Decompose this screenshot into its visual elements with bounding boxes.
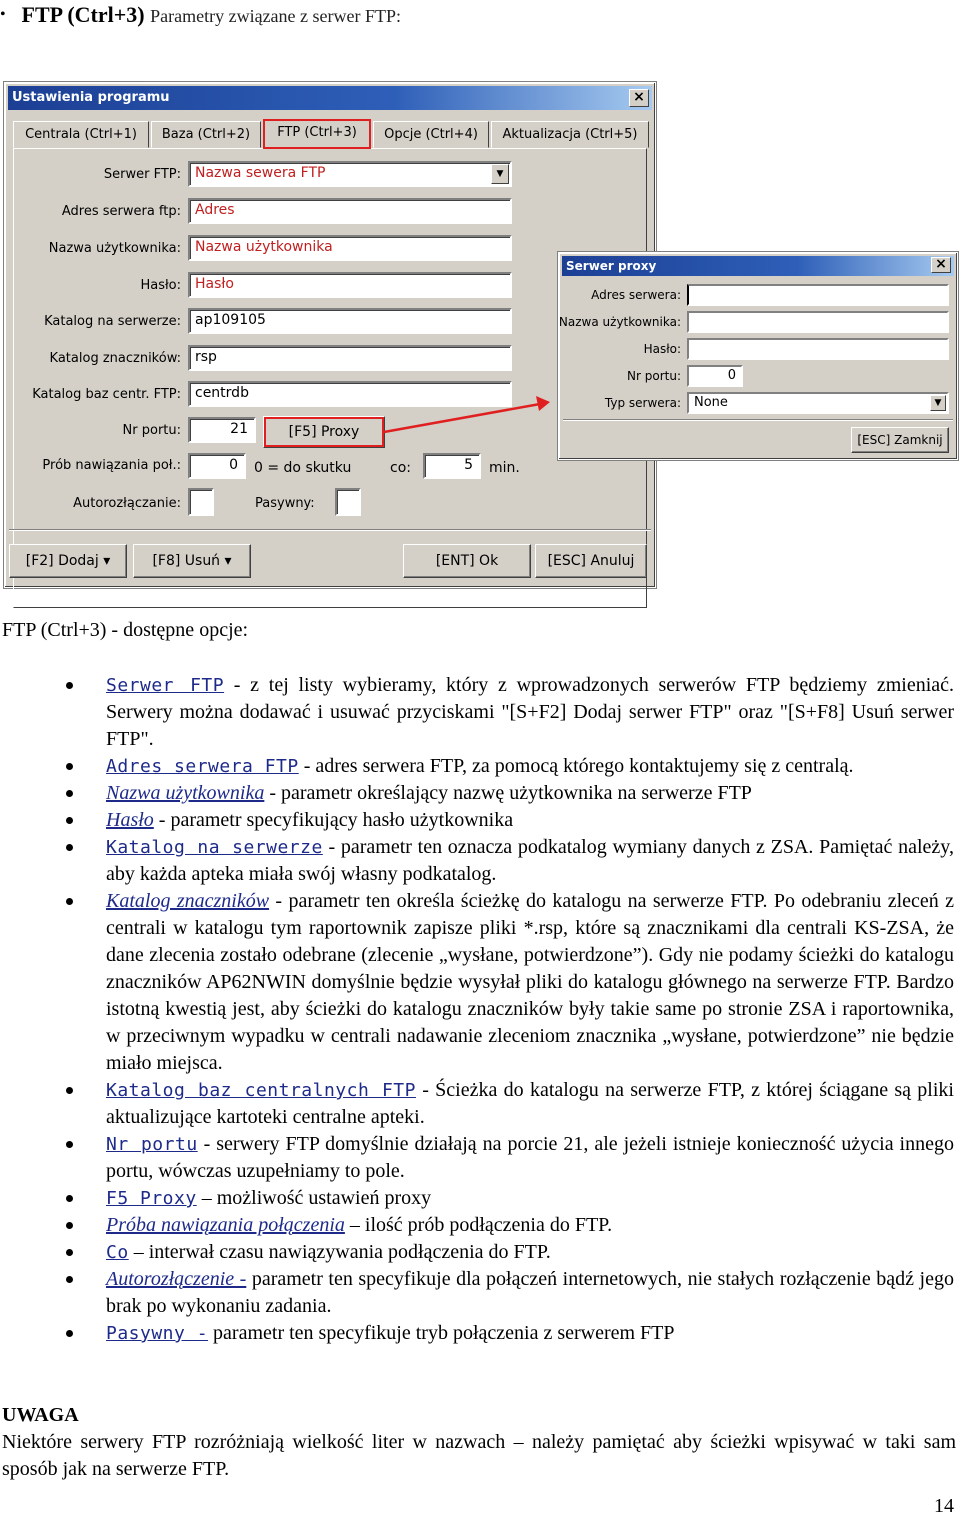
option-description: – ilość prób podłączenia do FTP. (344, 1214, 613, 1236)
tab-aktualizacja[interactable]: Aktualizacja (Ctrl+5) (491, 121, 649, 148)
proxy-label-port: Nr portu: (627, 369, 681, 383)
label-passive: Pasywny: (255, 496, 315, 511)
proxy-label-user: Nazwa użytkownika: (558, 315, 681, 329)
list-item-text (106, 888, 954, 1077)
list-item-text (106, 1266, 954, 1320)
option-description: – możliwość ustawień proxy (196, 1187, 432, 1209)
tab-ftp[interactable]: FTP (Ctrl+3) (263, 119, 371, 149)
option-description: - adres serwera FTP, za pomocą którego kontaktujemy się z centralą. (298, 755, 854, 777)
list-item (66, 672, 954, 753)
list-item (66, 834, 954, 888)
bullet-icon (66, 790, 73, 797)
list-item (66, 1212, 954, 1239)
settings-titlebar (8, 86, 652, 110)
server-select-value: Nazwa sewera FTP (195, 165, 326, 181)
proxy-type-select[interactable] (687, 392, 949, 414)
option-term: Nr portu (106, 1134, 198, 1155)
label-user: Nazwa użytkownika: (48, 241, 181, 256)
bullet-icon (66, 1249, 73, 1256)
tab-bar (13, 119, 647, 149)
label-address: Adres serwera ftp: (61, 204, 181, 219)
option-term: Serwer FTP (106, 675, 225, 696)
option-description: parametr ten specyfikuje dla połączeń internetowych, nie stałych rozłączenie bądź jego brak po wykonaniu zadania. (106, 1268, 954, 1317)
warning-title: UWAGA (2, 1404, 79, 1426)
option-term: Katalog baz centralnych FTP (106, 1080, 416, 1101)
list-item-text (106, 1077, 954, 1131)
list-item-text (106, 672, 954, 753)
option-term: Hasło (106, 809, 154, 831)
proxy-title: Serwer proxy (566, 259, 657, 273)
page-number: 14 (934, 1495, 954, 1516)
label-markers-dir: Katalog znaczników: (49, 351, 181, 366)
label-remote-dir: Katalog na serwerze: (44, 314, 181, 329)
bullet-icon (66, 1087, 73, 1094)
option-description: - parametr ten oznacza podkatalog wymiany danych z ZSA. Pamiętać należy, aby każda apteka miała swój własny podkatalog. (106, 836, 954, 885)
heading-title: FTP (Ctrl+3) (21, 2, 145, 27)
option-description: - parametr specyfikujący hasło użytkownika (153, 809, 514, 831)
every-label: co: (390, 460, 411, 476)
options-list (66, 672, 954, 1347)
list-item-text (106, 1131, 954, 1185)
bullet-icon (66, 844, 73, 851)
list-item (66, 807, 954, 834)
list-item (66, 780, 954, 807)
bullet-icon (66, 1222, 73, 1229)
option-term: Co (106, 1242, 129, 1263)
list-item-text (106, 1239, 954, 1266)
label-attempts: Prób nawiązania poł.: (42, 458, 181, 473)
bullet-icon (66, 898, 73, 905)
list-item (66, 1185, 954, 1212)
close-icon[interactable]: × (931, 257, 951, 273)
list-item-text (106, 1212, 954, 1239)
list-item-text (106, 1185, 954, 1212)
cancel-button[interactable]: [ESC] Anuluj (535, 544, 647, 578)
remote-dir-field[interactable]: ap109105 (188, 308, 512, 334)
proxy-address-field[interactable] (687, 284, 949, 306)
tab-opcje[interactable]: Opcje (Ctrl+4) (373, 121, 489, 148)
list-item (66, 1077, 954, 1131)
user-field[interactable]: Nazwa użytkownika (188, 235, 512, 261)
option-term: Nazwa użytkownika (106, 782, 265, 804)
list-item (66, 1131, 954, 1185)
option-description: – interwał czasu nawiązywania podłączenia do FTP. (128, 1241, 551, 1263)
tab-baza[interactable]: Baza (Ctrl+2) (151, 121, 261, 148)
min-label: min. (489, 460, 520, 476)
label-server: Serwer FTP: (103, 167, 181, 182)
label-central-dir: Katalog baz centr. FTP: (32, 387, 181, 402)
bullet-icon (66, 1195, 73, 1202)
option-description: - serwery FTP domyślnie działają na porcie 21, ale jeżeli istnieje konieczność użycia innego portu, wówczas uzupełniamy to pole. (106, 1133, 954, 1182)
passive-checkbox[interactable] (335, 488, 361, 516)
list-item (66, 753, 954, 780)
password-field[interactable]: Hasło (188, 272, 512, 298)
list-item (66, 1320, 954, 1347)
port-field[interactable]: 21 (188, 417, 256, 443)
list-item-text (106, 780, 954, 807)
add-server-button[interactable]: [F2] Dodaj ▾ (9, 544, 127, 578)
bullet-icon (66, 817, 73, 824)
ok-button[interactable]: [ENT] Ok (403, 544, 531, 578)
proxy-titlebar (562, 256, 954, 276)
list-item (66, 1239, 954, 1266)
bullet: • (0, 6, 6, 23)
server-select[interactable] (188, 161, 512, 187)
warning-text: Niektóre serwery FTP rozróżniają wielkość liter w nazwach – należy pamiętać aby ścieżki wpisywać w taki sam sposób jak na serwerze FTP. (2, 1431, 956, 1480)
markers-dir-field[interactable]: rsp (188, 345, 512, 371)
option-term: Adres serwera FTP (106, 756, 299, 777)
proxy-label-password: Hasło: (643, 342, 681, 356)
settings-title: Ustawienia programu (12, 90, 170, 105)
bullet-icon (66, 1141, 73, 1148)
bullet-icon (66, 1276, 73, 1283)
bullet-icon (66, 1330, 73, 1337)
chevron-down-icon[interactable]: ▼ (930, 395, 946, 411)
autodisconnect-checkbox[interactable] (188, 488, 214, 516)
proxy-password-field[interactable] (687, 338, 949, 360)
proxy-divider (563, 419, 953, 421)
proxy-window (558, 252, 958, 460)
address-field[interactable]: Adres (188, 198, 512, 224)
label-port: Nr portu: (122, 423, 181, 438)
option-description: - z tej listy wybieramy, który z wprowadzonych serwerów FTP będziemy zmieniać. Serwery można dodawać i usuwać przyciskami "[S+F2] Dodaj serwer FTP" oraz "[S+F8] Usuń serwer FTP". (106, 674, 955, 750)
attempts-field[interactable]: 0 (188, 453, 246, 479)
label-autodisconnect: Autorozłączanie: (73, 496, 181, 511)
proxy-user-field[interactable] (687, 311, 949, 333)
until-success-label: 0 = do skutku (254, 460, 352, 476)
tab-centrala[interactable]: Centrala (Ctrl+1) (13, 121, 149, 148)
section-heading (0, 0, 401, 30)
list-item-text (106, 753, 954, 780)
proxy-type-value: None (694, 395, 728, 410)
bullet-icon (66, 682, 73, 689)
list-item (66, 1266, 954, 1320)
remove-server-button[interactable]: [F8] Usuń ▾ (133, 544, 251, 578)
proxy-port-field[interactable]: 0 (687, 365, 743, 387)
every-field[interactable]: 5 (423, 453, 481, 479)
option-term: F5 Proxy (106, 1188, 197, 1209)
option-term: Katalog znaczników (106, 890, 270, 912)
option-term: Autorozłączenie - (106, 1268, 247, 1290)
list-item-text (106, 1320, 954, 1347)
divider (9, 529, 651, 531)
heading-subtitle: Parametry związane z serwer FTP: (150, 6, 402, 26)
proxy-label-address: Adres serwera: (591, 288, 681, 302)
proxy-button[interactable]: [F5] Proxy (263, 416, 385, 448)
chevron-down-icon[interactable]: ▼ (491, 164, 509, 184)
option-term: Katalog na serwerze (106, 837, 323, 858)
list-item (66, 888, 954, 1077)
option-term: Pasywny - (106, 1323, 209, 1344)
option-description: - parametr określający nazwę użytkownika na serwerze FTP (264, 782, 752, 804)
bullet-icon (66, 763, 73, 770)
option-description: parametr ten specyfikuje tryb połączenia z serwerem FTP (208, 1322, 675, 1344)
intro-text: FTP (Ctrl+3) - dostępne opcje: (2, 619, 249, 641)
option-description: - Ścieżka do katalogu na serwerze FTP, z której ściągane są pliki aktualizujące kartoteki centralne apteki. (106, 1079, 954, 1128)
list-item-text (106, 807, 954, 834)
proxy-label-type: Typ serwera: (604, 396, 681, 410)
option-term: Próba nawiązania połączenia (106, 1214, 345, 1236)
option-description: - parametr ten określa ścieżkę do katalogu na serwerze FTP. Po odebraniu zleceń z centrali w katalogu tym raportownik zapisze pliki *.rsp, które są znacznikami dla centrali KS-ZSA, że dane zlecenia zostało odebrane (zlecenie „wysłane, potwierdzone”). Gdy nie podamy ścieżki do katalogu znaczników AP62NWIN domyślnie będzie wysyłał pliki do katalogu głównego na serwerze FTP. Bardzo istotną kwestią jest, aby ścieżki do katalogu znaczników były takie same po stronie ZSA i raportownika, w przeciwnym wypadku w centrali nadawanie zleceniom znacznika „wysłane, potwierdzone” nie będzie miało miejsca. (106, 890, 955, 1074)
close-icon[interactable]: × (629, 89, 649, 107)
list-item-text (106, 834, 954, 888)
central-dir-field[interactable]: centrdb (188, 381, 512, 407)
label-password: Hasło: (140, 278, 181, 293)
proxy-close-button[interactable]: [ESC] Zamknij (851, 427, 949, 453)
